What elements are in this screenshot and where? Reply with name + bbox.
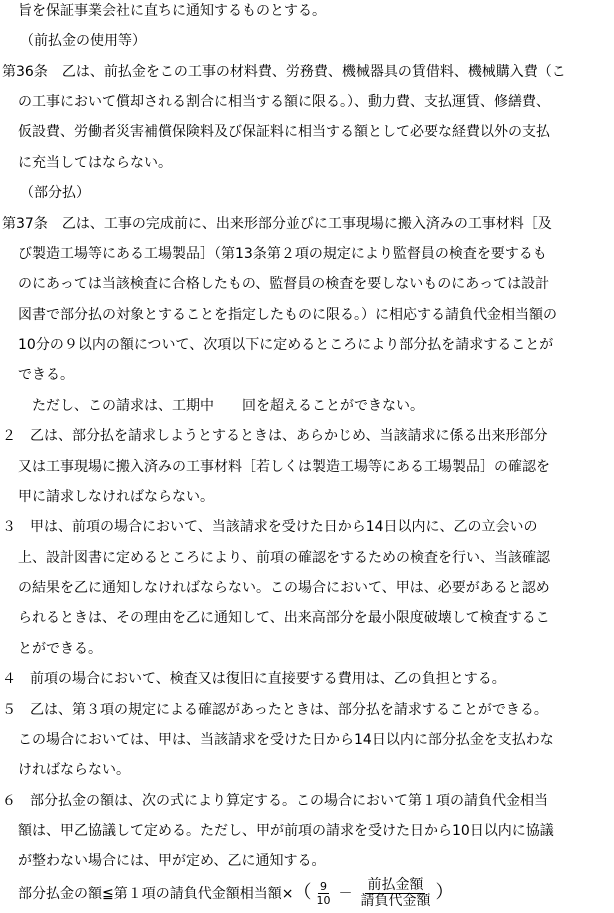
text-line: に充当してはならない。 [18,154,172,171]
text-line: とができる。 [18,640,102,657]
article-heading: 第36条 乙は、前払金をこの工事の材料費、労務費、機械器具の賃借料、機械購入費（こ [2,63,566,80]
text-line: 仮設費、労働者災害補償保険料及び保証料に相当する額として必要な経費以外の支払 [18,124,550,141]
paragraph-6: ６ 部分払金の額は、次の式により算定する。この場合において第１項の請負代金相当 [2,792,548,809]
section-heading: （前払金の使用等） [20,33,146,50]
proviso-line: ただし、この請求は、工期中 回を超えることができない。 [32,397,424,414]
text-line: 旨を保証事業会社に直ちに通知するものとする。 [18,2,326,19]
formula-close-paren: ） [435,882,454,903]
fraction-denominator: 10 [316,893,331,907]
section-heading: （部分払） [20,185,90,202]
text-line: ければならない。 [18,762,130,779]
fraction-nine-tenths [314,880,332,907]
fraction-numerator: 前払金額 [367,876,424,893]
text-line: び製造工場等にある工場製品］（第13条第２項の規定により監督員の検査を要するも [18,245,547,262]
paragraph-2: ２ 乙は、部分払を請求しようとするときは、あらかじめ、当該請求に係る出来形部分 [2,428,548,445]
fraction-advance-ratio [358,878,432,909]
text-line: 10分の９以内の額について、次項以下に定めるところにより部分払を請求することが [18,337,554,354]
text-line-last: が整わない場合には、甲が定め、乙に通知する。 [18,853,326,870]
text-line: の工事において償却される割合に相当する額に限る。）、動力費、支払運賃、修繕費、 [18,94,550,111]
article-heading: 第37条 乙は、工事の完成前に、出来形部分並びに工事現場に搬入済みの工事材料［及 [2,215,552,232]
text-line: できる。 [18,367,74,384]
paragraph-3: ３ 甲は、前項の場合において、当該請求を受けた日から14日以内に、乙の立会いの [2,519,538,536]
text-line: 図書で部分払の対象とすることを指定したものに限る。）に相応する請負代金相当額の [18,306,557,323]
text-line: られるときは、その理由を乙に通知して、出来高部分を最小限度破壊して検査するこ [18,610,550,627]
text-line: 又は工事現場に搬入済みの工事材料［若しくは製造工場等にある工場製品］の確認を [18,458,550,475]
text-line: 上、設計図書に定めるところにより、前項の確認をするための検査を行い、当該確認 [18,549,550,566]
formula-minus: － [338,886,353,902]
text-line: 甲に請求しなければならない。 [18,488,214,505]
paragraph-5: ５ 乙は、第３項の規定による確認があったときは、部分払を請求することができる。 [2,701,548,718]
text-line: の結果を乙に通知しなければならない。この場合において、甲は、必要があると認め [18,580,550,597]
formula-lhs: 部分払金の額≦第１項の請負代金額相当額× [18,886,294,902]
text-line: 額は、甲乙協議して定める。ただし、甲が前項の請求を受けた日から10日以内に協議 [18,823,554,840]
fraction-denominator: 請負代金額 [360,892,431,909]
payment-formula [18,875,453,911]
fraction-numerator: 9 [319,879,327,893]
paragraph-4: ４ 前項の場合において、検査又は復旧に直接要する費用は、乙の負担とする。 [2,671,506,688]
formula-open-paren: （ [293,882,312,903]
text-line: この場合においては、甲は、当該請求を受けた日から14日以内に部分払金を支払わな [18,731,554,748]
text-line: のにあっては当該検査に合格したもの、監督員の検査を要しないものにあっては設計 [18,276,550,293]
